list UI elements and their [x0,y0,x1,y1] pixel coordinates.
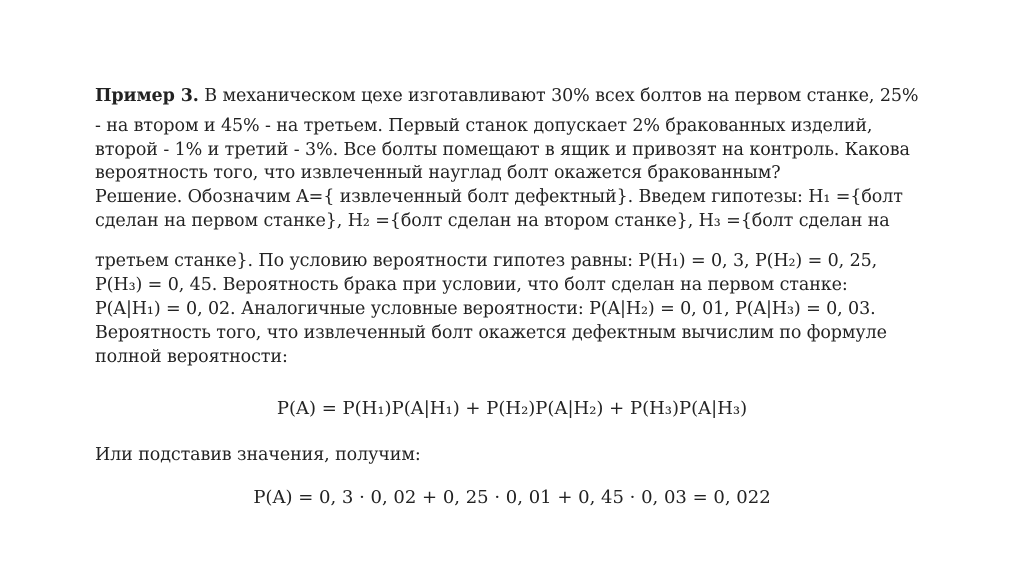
problem-line-1 [95,88,918,106]
solution-line-2: сделан на первом станке}, H₂ ={болт сделан на втором станке}, H₃ ={болт сделан на [95,211,890,231]
problem-line-2: - на втором и 45% - на третьем. Первый станок допускает 2% бракованных изделий, [95,116,873,136]
problem-text: В механическом цехе изготавливают 30% всех болтов на первом станке, 25% [204,86,919,106]
substitution-text: Или подставив значения, получим: [95,445,421,465]
solution-line-5: P(A|H₁) = 0, 02. Аналогичные условные вероятности: P(A|H₂) = 0, 01, P(A|H₃) = 0, 03. [95,299,876,319]
result-formula: P(A) = 0, 3 · 0, 02 + 0, 25 · 0, 01 + 0, 45 · 0, 03 = 0, 022 [253,487,771,508]
solution-line-6: Вероятность того, что извлеченный болт окажется дефектным вычислим по формуле [95,323,887,343]
solution-line-4: P(H₃) = 0, 45. Вероятность брака при условии, что болт сделан на первом станке: [95,275,848,295]
solution-line-1: Решение. Обозначим A={ извлеченный болт дефектный}. Введем гипотезы: H₁ ={болт [95,187,903,207]
problem-line-3: второй - 1% и третий - 3%. Все болты помещают в ящик и привозят на контроль. Какова [95,140,910,160]
total-probability-formula: P(A) = P(H₁)P(A|H₁) + P(H₂)P(A|H₂) + P(H₃)P(A|H₃) [276,398,748,419]
example-title: Пример 3. [95,86,199,106]
problem-line-4: вероятность того, что извлеченный науглад болт окажется бракованным? [95,163,781,183]
solution-line-3: третьем станке}. По условию вероятности гипотез равны: P(H₁) = 0, 3, P(H₂) = 0, 25, [95,251,878,271]
solution-line-7: полной вероятности: [95,347,288,367]
